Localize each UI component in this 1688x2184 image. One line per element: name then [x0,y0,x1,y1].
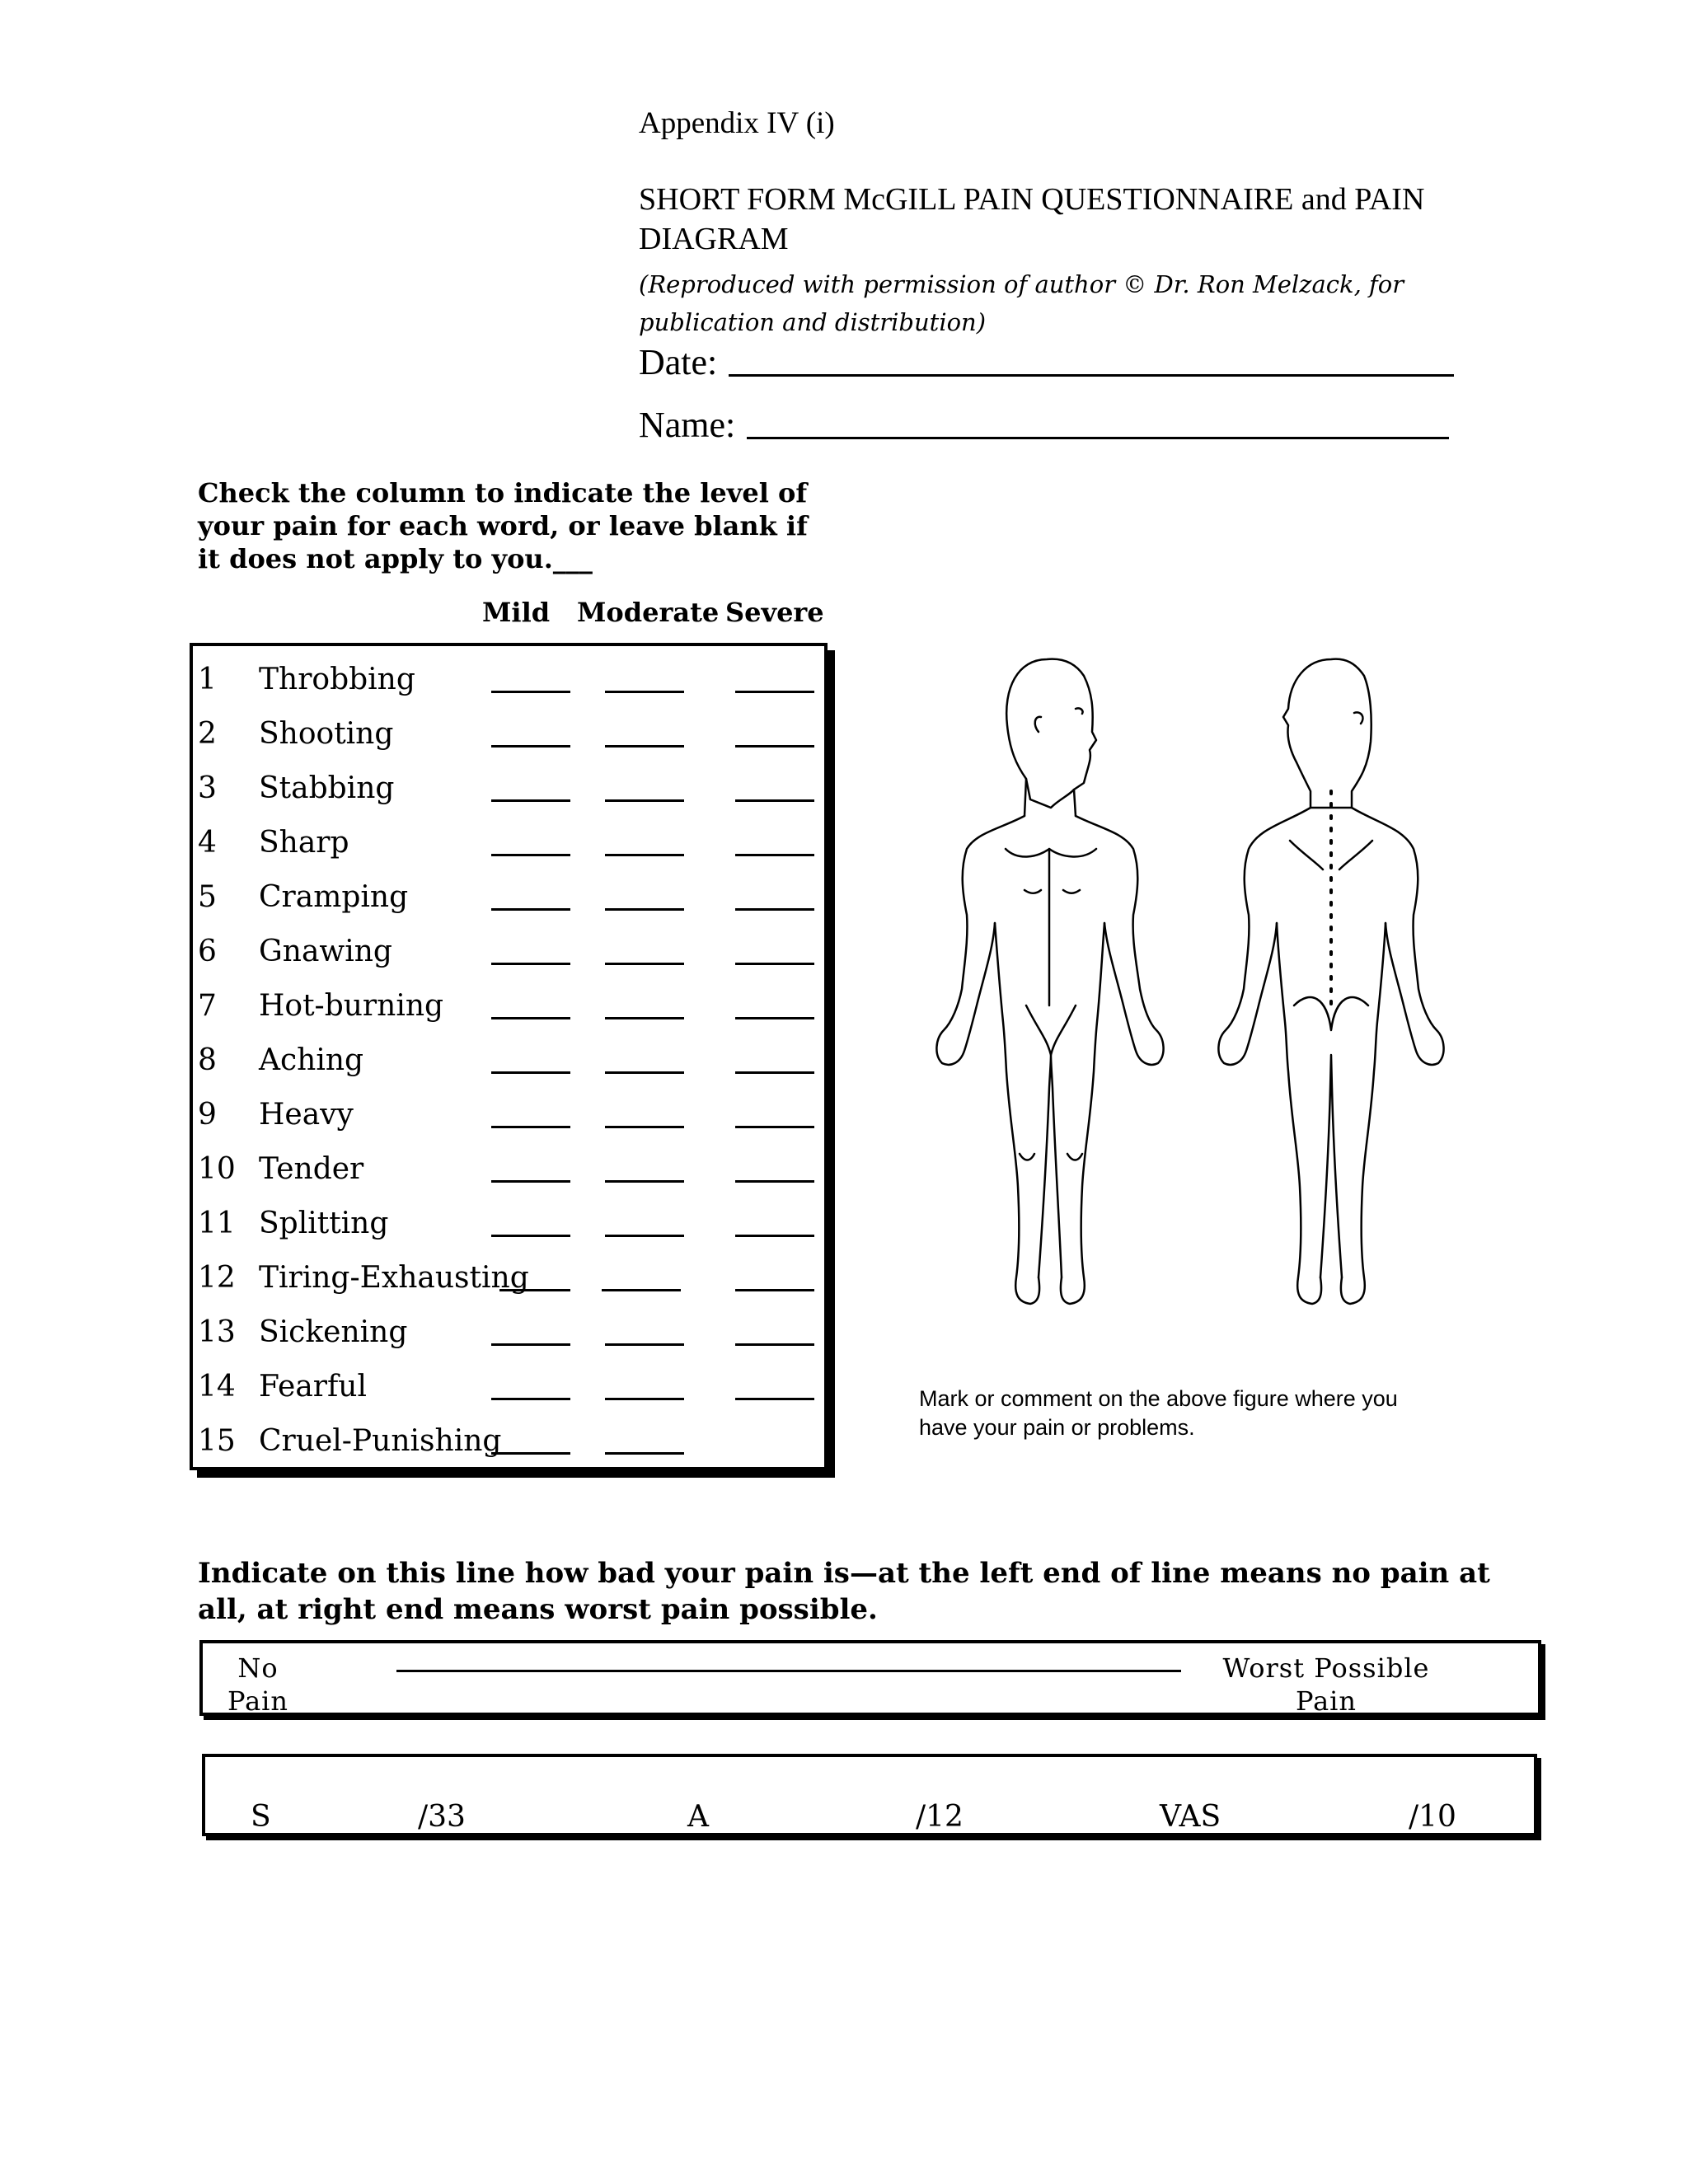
item-number: 7 [198,989,217,1023]
item-number: 12 [198,1261,236,1295]
table-row [193,826,824,880]
item-word: Stabbing [259,771,395,805]
mild-blank[interactable] [491,1452,570,1455]
item-word: Hot-burning [259,989,444,1023]
table-row [193,1043,824,1098]
item-word: Heavy [259,1098,354,1132]
questionnaire-instructions: Check the column to indicate the level of your pain for each word, or leave blank if it does not apply to you.___ [198,477,808,574]
item-number: 6 [198,935,217,968]
vas-right-label-line2: Pain [1295,1685,1357,1717]
item-word: Tender [259,1152,364,1186]
a-score-max[interactable]: /12 [916,1800,964,1834]
moderate-blank[interactable] [605,1398,684,1400]
permission-note: (Reproduced with permission of author © Dr. Ron Melzack, for publication and distribution) [639,270,1404,336]
item-word: Shooting [259,717,394,751]
table-row [193,1424,824,1479]
moderate-blank[interactable] [605,1017,684,1019]
severe-blank[interactable] [735,1017,814,1019]
moderate-blank[interactable] [605,908,684,911]
diagram-caption: Mark or comment on the above figure where you have your pain or problems. [919,1386,1398,1440]
item-word: Tiring-Exhausting [259,1261,529,1295]
vas-instructions: Indicate on this line how bad your pain is—at the left end of line means no pain at all, at right end means worst pain possible. [198,1557,1490,1626]
item-word: Throbbing [259,663,415,696]
mild-blank[interactable] [491,963,570,965]
name-line[interactable] [747,437,1449,439]
mild-blank[interactable] [491,799,570,802]
item-number: 13 [198,1315,236,1349]
moderate-blank[interactable] [605,1180,684,1183]
mild-blank[interactable] [491,745,570,748]
severe-blank[interactable] [735,799,814,802]
column-header-severe: Severe [725,597,824,628]
score-box [202,1754,1537,1836]
moderate-blank[interactable] [605,799,684,802]
item-word: Gnawing [259,935,392,968]
appendix-label: Appendix IV (i) [639,106,835,140]
vas-score-max[interactable]: /10 [1409,1800,1456,1834]
item-number: 3 [198,771,217,805]
date-line[interactable] [729,374,1454,377]
vas-left-label-line1: No [237,1652,279,1684]
vas-right-label [1215,1652,1437,1718]
table-row [193,989,824,1043]
item-number: 5 [198,880,217,914]
item-word: Aching [259,1043,364,1077]
moderate-blank[interactable] [605,854,684,856]
s-score-label: S [251,1800,271,1834]
item-number: 10 [198,1152,236,1186]
table-row [193,771,824,826]
severe-blank[interactable] [735,1235,814,1237]
severe-blank[interactable] [735,1071,814,1074]
item-word: Splitting [259,1207,389,1240]
table-row [193,1370,824,1424]
mild-blank[interactable] [491,691,570,693]
mild-blank[interactable] [491,1343,570,1346]
item-number: 15 [198,1424,236,1458]
item-word: Fearful [259,1370,368,1404]
item-word: Sharp [259,826,349,860]
vas-right-label-line1: Worst Possible [1222,1652,1430,1684]
severe-blank[interactable] [735,1343,814,1346]
table-row [193,717,824,771]
name-field[interactable] [639,404,1449,446]
table-row [193,1207,824,1261]
moderate-blank[interactable] [605,1126,684,1128]
body-diagram[interactable] [927,643,1471,1335]
severe-blank[interactable] [735,1289,814,1291]
mild-blank[interactable] [491,1126,570,1128]
severe-blank[interactable] [735,691,814,693]
item-number: 1 [198,663,217,696]
table-row [193,935,824,989]
mild-blank[interactable] [491,1071,570,1074]
moderate-blank[interactable] [602,1289,681,1291]
pain-word-table [190,643,828,1470]
severe-blank[interactable] [735,963,814,965]
mild-blank[interactable] [491,1235,570,1237]
vas-left-label [221,1652,295,1718]
moderate-blank[interactable] [605,691,684,693]
severe-blank[interactable] [735,854,814,856]
name-label: Name: [639,405,736,445]
item-number: 8 [198,1043,217,1077]
moderate-blank[interactable] [605,1071,684,1074]
item-number: 9 [198,1098,217,1132]
table-row [193,1098,824,1152]
moderate-blank[interactable] [605,1235,684,1237]
severe-blank[interactable] [735,1398,814,1400]
column-header-mild: Mild [482,597,551,628]
item-number: 2 [198,717,217,751]
vas-line[interactable] [396,1670,1181,1672]
moderate-blank[interactable] [605,1452,684,1455]
column-header-moderate: Moderate [577,597,720,628]
item-word: Cramping [259,880,409,914]
item-word: Cruel-Punishing [259,1424,502,1458]
mild-blank[interactable] [491,1017,570,1019]
item-word: Sickening [259,1315,408,1349]
a-score-label: A [687,1800,709,1834]
severe-blank[interactable] [735,1126,814,1128]
back-body-figure[interactable] [1218,659,1443,1304]
table-row [193,1152,824,1207]
form-title: SHORT FORM McGILL PAIN QUESTIONNAIRE and PAIN DIAGRAM [639,182,1425,256]
table-row [193,1261,824,1315]
vas-left-label-line2: Pain [227,1685,288,1717]
mild-blank[interactable] [491,1180,570,1183]
item-number: 11 [198,1207,236,1240]
moderate-blank[interactable] [605,745,684,748]
front-body-figure[interactable] [936,659,1163,1304]
mild-blank[interactable] [491,854,570,856]
moderate-blank[interactable] [605,1343,684,1346]
table-row [193,1315,824,1370]
date-field[interactable] [639,341,1454,383]
table-row [193,880,824,935]
table-row [193,663,824,717]
vas-score-label: VAS [1160,1800,1221,1834]
mild-blank[interactable] [499,1289,570,1291]
mild-blank[interactable] [491,1398,570,1400]
moderate-blank[interactable] [605,963,684,965]
vas-box [199,1640,1541,1716]
mild-blank[interactable] [491,908,570,911]
date-label: Date: [639,342,718,382]
item-number: 14 [198,1370,236,1404]
severe-blank[interactable] [735,1180,814,1183]
severe-blank[interactable] [735,908,814,911]
item-number: 4 [198,826,217,860]
s-score-max[interactable]: /33 [418,1800,466,1834]
severe-blank[interactable] [735,745,814,748]
